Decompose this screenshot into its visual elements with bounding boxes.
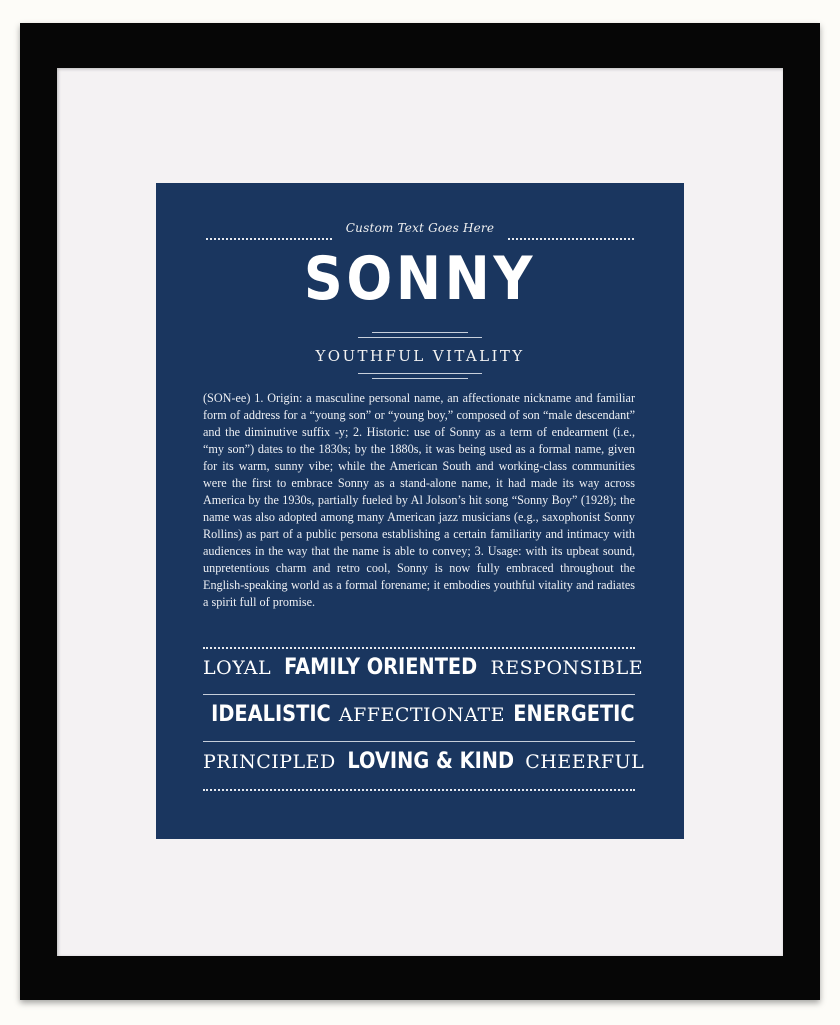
name-print: [156, 183, 684, 839]
name-definition: (SON-ee) 1. Origin: a masculine personal name, an affectionate nickname and familiar form of address for a “young son” or “young boy,” composed of son “male descendant” and the diminutive suffix -y; 2. Historic: use of Sonny as a term of endearment (i.e., “my son”) dates to the 1830s; by the 1880s, it was being used as a formal name, given for its warm, sunny vibe; while the American South and working-class communities were the first to embrace Sonny as a stand-alone name, it had made its way across America by the 1930s, partially fueled by Al Jolson’s hit song “Sonny Boy” (1928); the name was also adopted among many American jazz musicians (e.g., saxophonist Sonny Rollins) as part of a public persona establishing a certain familiarity and intimacy with audiences in the way that the name is able to convey; 3. Usage: with its upbeat sound, unpretentious charm and retro cool, Sonny is now fully embraced throughout the English-speaking world as a formal forename; it embodies youthful vitality and radiates a spirit full of promise.: [203, 391, 635, 609]
trait: FAMILY ORIENTED: [284, 655, 478, 680]
name-meaning: YOUTHFUL VITALITY: [315, 347, 525, 365]
picture-frame: [20, 23, 820, 1000]
trait: LOYAL: [203, 657, 272, 679]
trait: ENERGETIC: [513, 702, 635, 727]
trait: LOVING & KIND: [347, 749, 514, 774]
trait: CHEERFUL: [525, 751, 645, 773]
custom-text: Custom Text Goes Here: [345, 221, 495, 235]
trait-row-1: [203, 655, 644, 689]
trait: AFFECTIONATE: [338, 704, 505, 726]
dotted-divider-traits-top: [203, 647, 635, 649]
dotted-divider-left: [206, 238, 332, 240]
trait: IDEALISTIC: [211, 702, 331, 727]
title-rule-top-1: [372, 332, 468, 333]
trait: RESPONSIBLE: [490, 657, 644, 679]
trait-row-3: [203, 749, 645, 783]
trait-separator: [203, 694, 635, 695]
trait: PRINCIPLED: [203, 751, 336, 773]
trait-separator: [203, 741, 635, 742]
title-rule-top-2: [358, 337, 482, 338]
dotted-divider-traits-bottom: [203, 789, 635, 791]
name-title: SONNY: [303, 244, 537, 314]
dotted-divider-right: [508, 238, 634, 240]
frame-mat: [57, 68, 783, 956]
title-rule-bottom-2: [372, 378, 468, 379]
trait-row-2: [203, 702, 635, 736]
title-rule-bottom-1: [358, 373, 482, 374]
